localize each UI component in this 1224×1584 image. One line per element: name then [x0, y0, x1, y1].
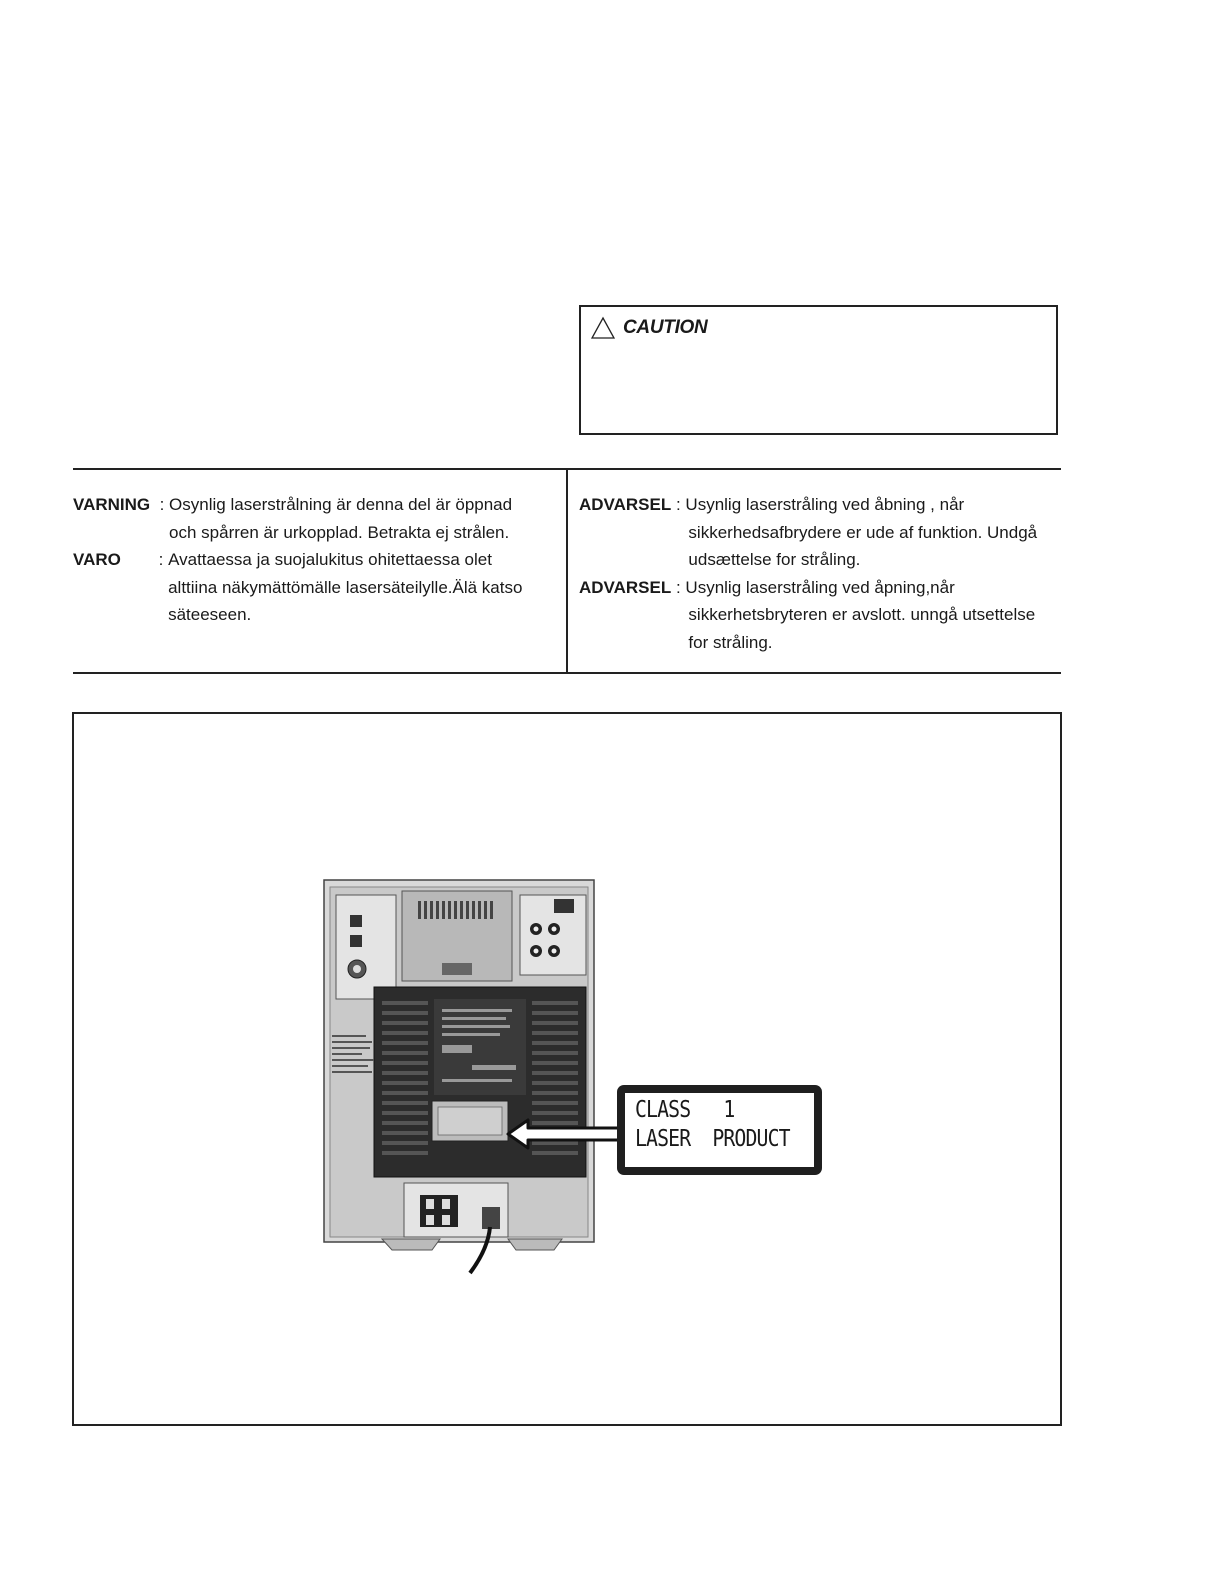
warning-varning — [73, 491, 558, 546]
warning-separator: : — [671, 495, 686, 514]
warning-varo — [73, 546, 558, 629]
warning-advarsel-norwegian — [579, 574, 1064, 657]
warning-text — [168, 546, 522, 629]
pointer-arrow — [504, 1114, 624, 1154]
warning-line: sikkerhedsafbrydere er ude af funktion. Undgå — [688, 522, 1038, 542]
warning-line: sikkerhetsbryteren er avslott. unngå utsettelse — [688, 605, 1036, 625]
warning-line: Avattaessa ja suojalukitus ohitettaessa olet — [168, 550, 492, 570]
warning-advarsel-danish — [579, 491, 1064, 574]
rear-panel-illustration — [322, 877, 602, 1277]
warning-text — [685, 574, 1035, 657]
warning-line: och spårren är urkopplad. Betrakta ej strålen. — [169, 522, 510, 542]
warning-separator: : — [150, 495, 170, 514]
warning-separator: : — [671, 577, 686, 597]
warning-line: alttiina näkymättömälle lasersäteilylle.Älä katso — [168, 577, 523, 597]
laser-label-figure — [72, 712, 1062, 1426]
warning-label: VARNING — [73, 495, 151, 514]
warning-label: ADVARSEL — [579, 577, 672, 597]
warning-line: udsættelse for stråling. — [688, 550, 861, 570]
class1-laser-label — [625, 1093, 814, 1167]
warning-line: Osynlig laserstrålning är denna del är öppnad — [169, 495, 513, 514]
laser-warning-table — [73, 468, 1061, 674]
warning-line: säteeseen. — [168, 605, 252, 625]
warning-text — [685, 491, 1037, 574]
warning-label: ADVARSEL — [579, 495, 672, 514]
label-line-1: CLASS 1 — [635, 1097, 735, 1123]
caution-header — [591, 316, 707, 340]
warning-line: for stråling. — [688, 632, 773, 652]
column-divider — [566, 470, 568, 672]
label-line-2: LASER PRODUCT — [635, 1126, 790, 1152]
warning-text — [169, 491, 512, 546]
caution-box — [579, 305, 1058, 435]
warning-separator: : — [120, 550, 169, 570]
warning-column-left — [73, 491, 558, 629]
warning-label: VARO — [73, 550, 121, 570]
warning-triangle-icon — [591, 316, 615, 340]
warning-line: Usynlig laserstråling ved åpning,når — [685, 577, 955, 597]
class1-laser-label-callout — [617, 1085, 822, 1175]
warning-column-right — [579, 491, 1064, 657]
warning-line: Usynlig laserstråling ved åbning , når — [685, 495, 965, 514]
caution-title: CAUTION — [623, 317, 708, 338]
